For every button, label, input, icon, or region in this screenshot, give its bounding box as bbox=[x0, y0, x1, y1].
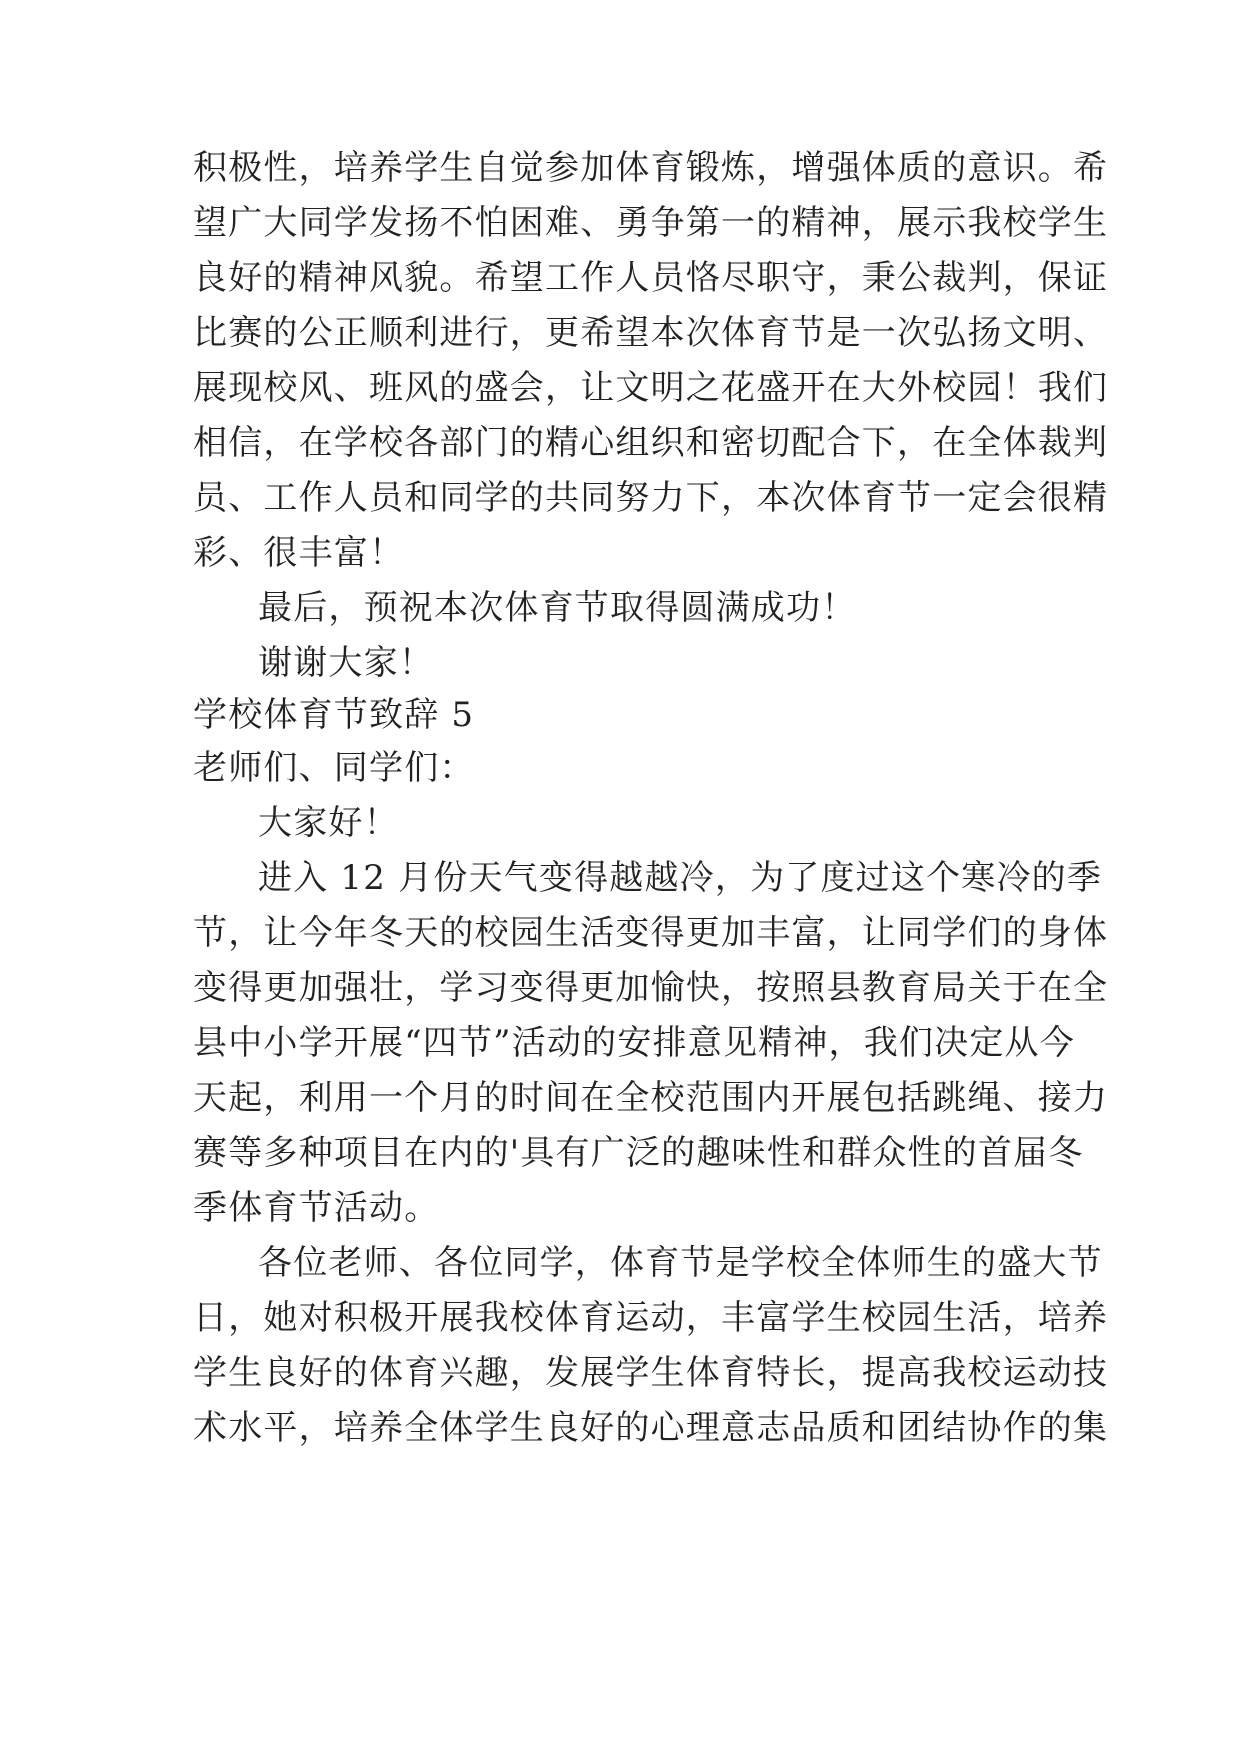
text-line: 县中小学开展“四节”活动的安排意见精神，我们决定从今 bbox=[193, 1023, 1075, 1063]
text-line: 望广大同学发扬不怕困难、勇争第一的精神，展示我校学生 bbox=[193, 203, 1109, 243]
section-heading: 学校体育节致辞 5 bbox=[193, 695, 475, 735]
text-line: 进入 12 月份天气变得越越冷，为了度过这个寒冷的季 bbox=[258, 858, 1103, 898]
text-line: 赛等多种项目在内的'具有广泛的趣味性和群众性的首届冬 bbox=[193, 1133, 1084, 1173]
text-line: 日，她对积极开展我校体育运动，丰富学生校园生活，培养 bbox=[193, 1298, 1109, 1338]
text-line: 展现校风、班风的盛会，让文明之花盛开在大外校园！我们 bbox=[193, 368, 1109, 408]
text-line: 相信，在学校各部门的精心组织和密切配合下，在全体裁判 bbox=[193, 423, 1109, 463]
greeting: 大家好！ bbox=[258, 803, 399, 843]
text-line: 天起，利用一个月的时间在全校范围内开展包括跳绳、接力 bbox=[193, 1078, 1109, 1118]
text-line: 变得更加强壮，学习变得更加愉快，按照县教育局关于在全 bbox=[193, 968, 1109, 1008]
text-line: 最后，预祝本次体育节取得圆满成功！ bbox=[258, 588, 857, 628]
text-line: 谢谢大家！ bbox=[258, 643, 434, 683]
text-line: 节，让今年冬天的校园生活变得更加丰富，让同学们的身体 bbox=[193, 913, 1109, 953]
text-line: 各位老师、各位同学，体育节是学校全体师生的盛大节 bbox=[258, 1243, 1103, 1283]
text-line: 员、工作人员和同学的共同努力下，本次体育节一定会很精 bbox=[193, 478, 1109, 518]
salutation: 老师们、同学们： bbox=[193, 748, 475, 788]
text-line: 积极性，培养学生自觉参加体育锻炼，增强体质的意识。希 bbox=[193, 148, 1109, 188]
text-line: 学生良好的体育兴趣，发展学生体育特长，提高我校运动技 bbox=[193, 1353, 1109, 1393]
text-line: 比赛的公正顺利进行，更希望本次体育节是一次弘扬文明、 bbox=[193, 313, 1109, 353]
text-line: 季体育节活动。 bbox=[193, 1188, 440, 1228]
text-line: 彩、很丰富！ bbox=[193, 533, 405, 573]
text-line: 良好的精神风貌。希望工作人员恪尽职守，秉公裁判，保证 bbox=[193, 258, 1109, 298]
text-line: 术水平，培养全体学生良好的心理意志品质和团结协作的集 bbox=[193, 1408, 1109, 1448]
